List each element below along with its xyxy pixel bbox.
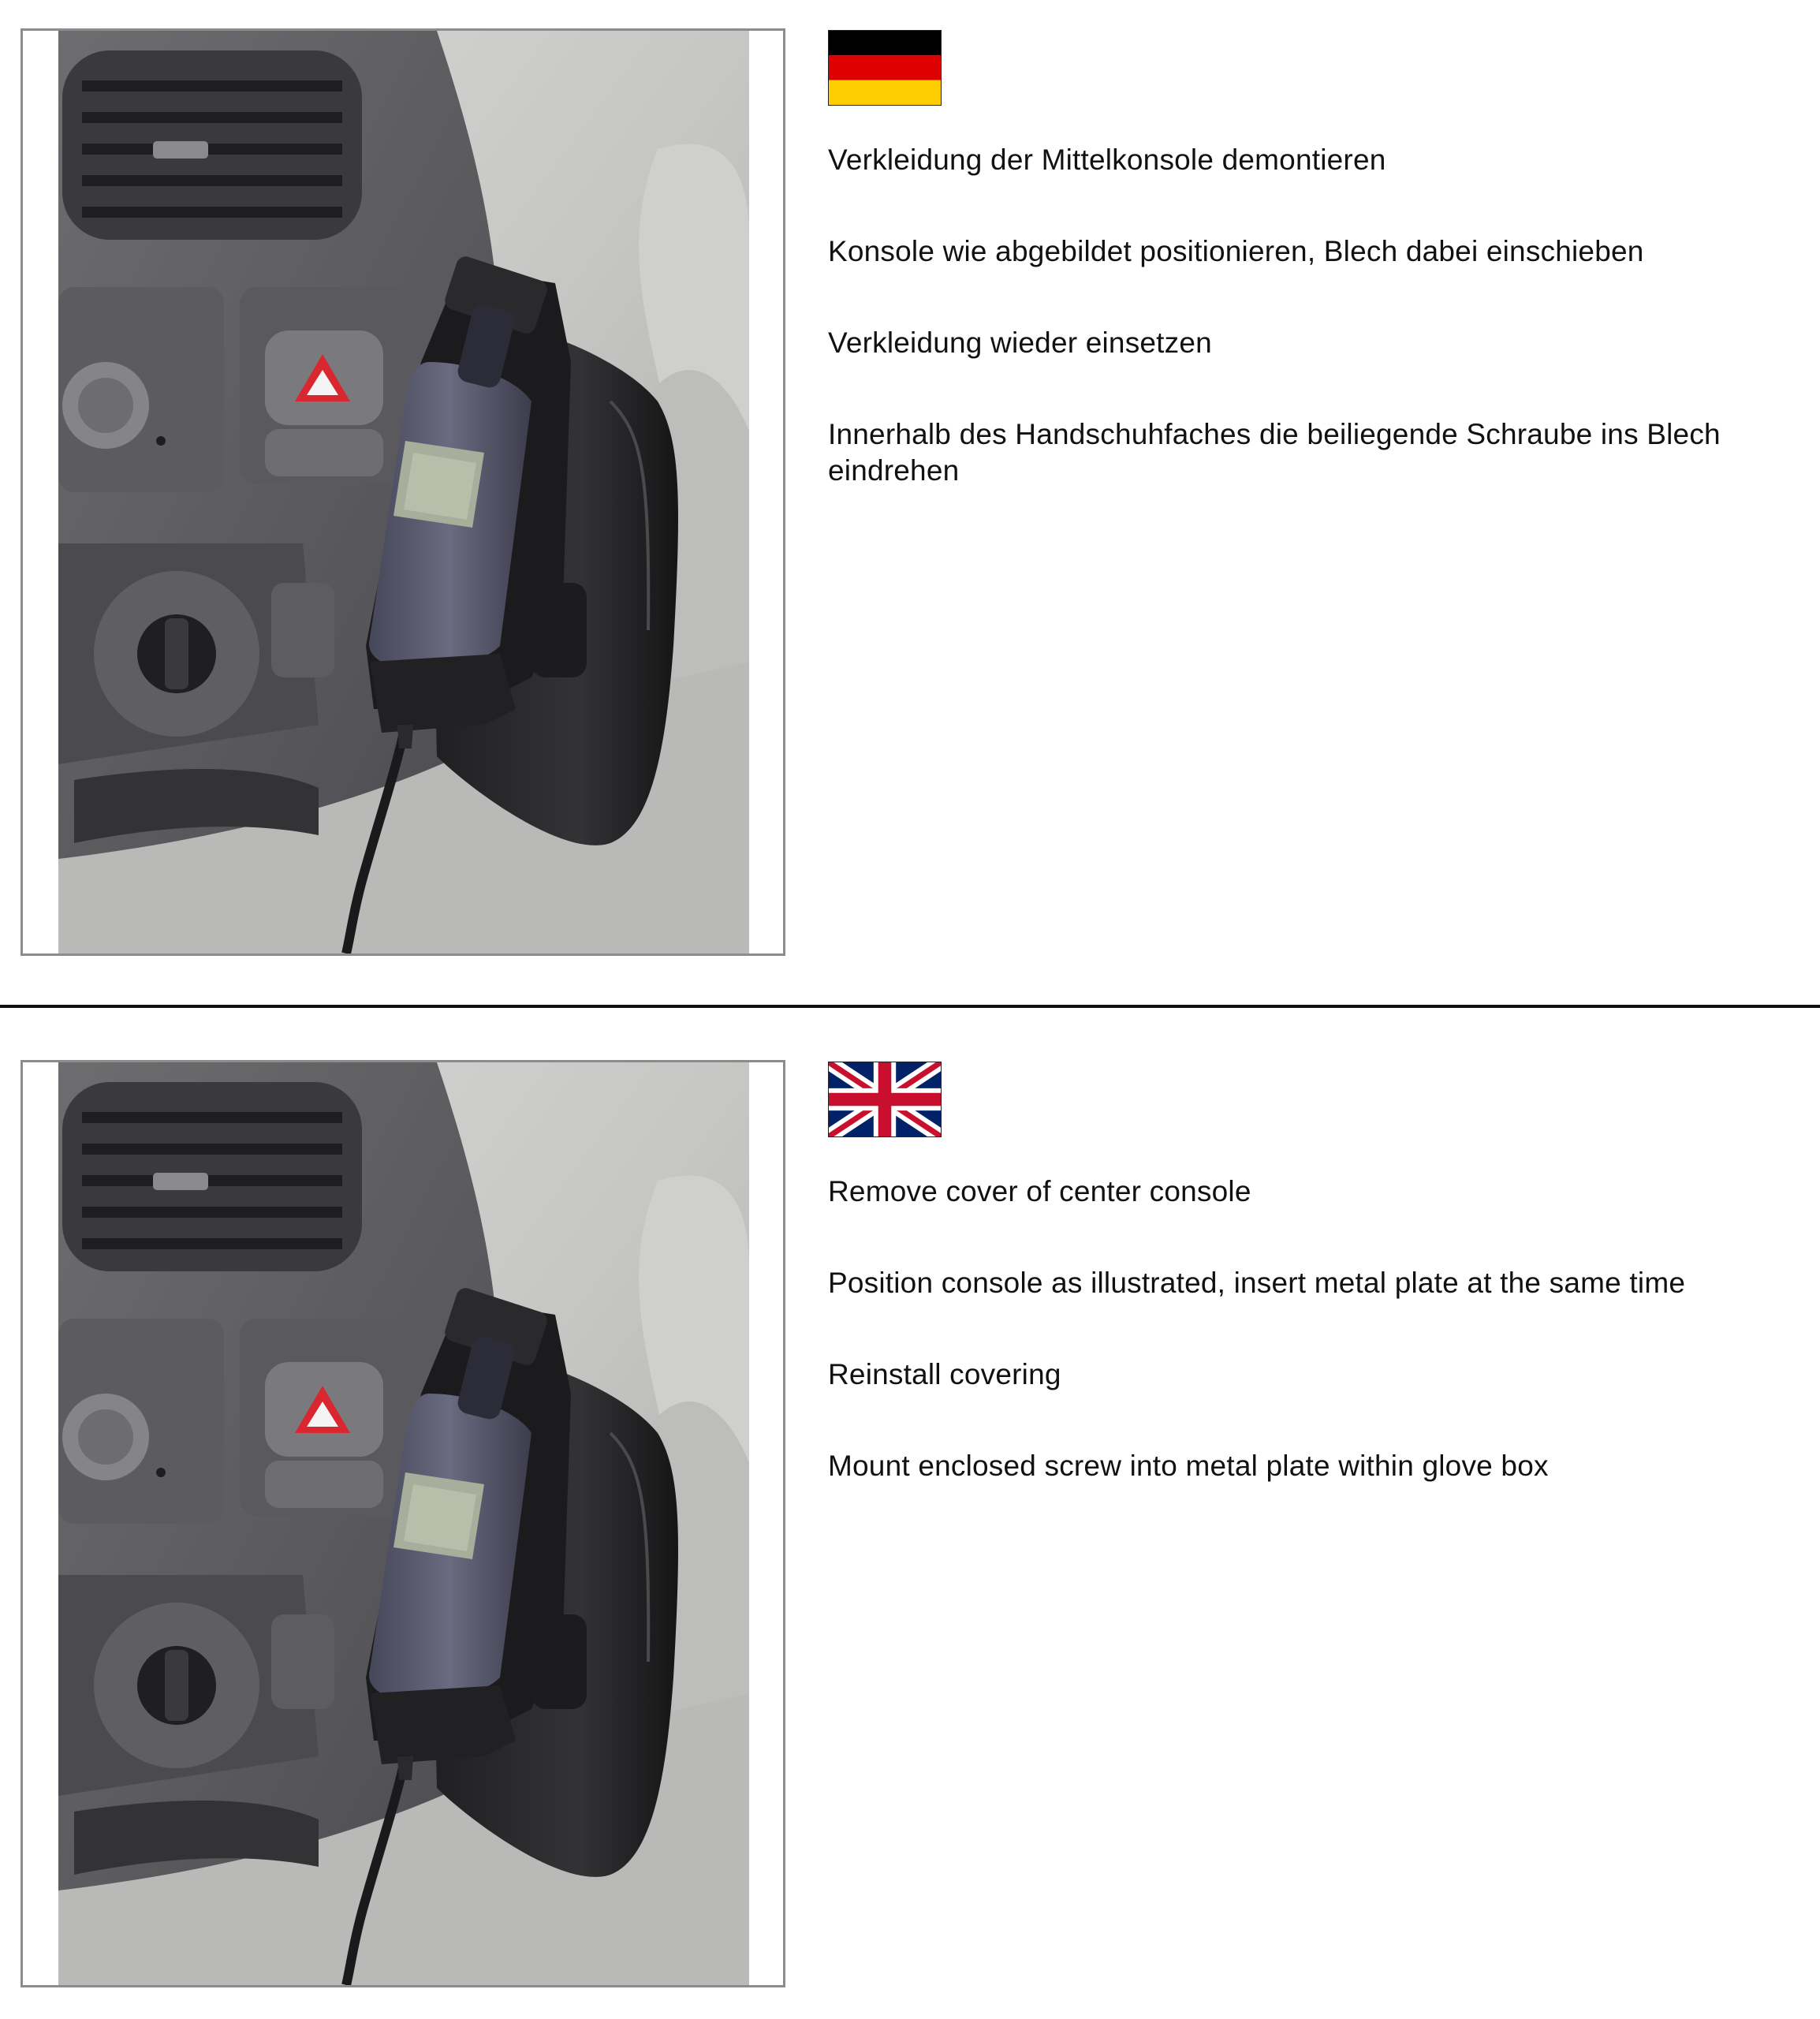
english-section [0, 1032, 1820, 2019]
console-mount-photo [21, 1060, 785, 1987]
united-kingdom-flag-icon [828, 1062, 942, 1137]
instruction-step: Verkleidung wieder einsetzen [828, 327, 1212, 359]
germany-flag-icon [828, 30, 942, 106]
instruction-list-de [828, 142, 1790, 544]
instruction-step: Innerhalb des Handschuhfaches die beiliegende Schraube ins Blech eindrehen [828, 418, 1721, 487]
section-divider [0, 1005, 1820, 1008]
instruction-list-en [828, 1174, 1790, 1539]
instruction-step: Reinstall covering [828, 1358, 1061, 1390]
instruction-step: Mount enclosed screw into metal plate within glove box [828, 1450, 1549, 1482]
console-mount-photo-image [58, 1062, 749, 1985]
german-section [0, 0, 1820, 1002]
instruction-step: Konsole wie abgebildet positionieren, Blech dabei einschieben [828, 235, 1644, 267]
instruction-step: Position console as illustrated, insert metal plate at the same time [828, 1267, 1686, 1299]
instruction-step: Remove cover of center console [828, 1175, 1251, 1207]
instruction-step: Verkleidung der Mittelkonsole demontieren [828, 144, 1386, 176]
console-mount-photo [21, 28, 785, 956]
console-mount-photo-image [58, 31, 749, 954]
